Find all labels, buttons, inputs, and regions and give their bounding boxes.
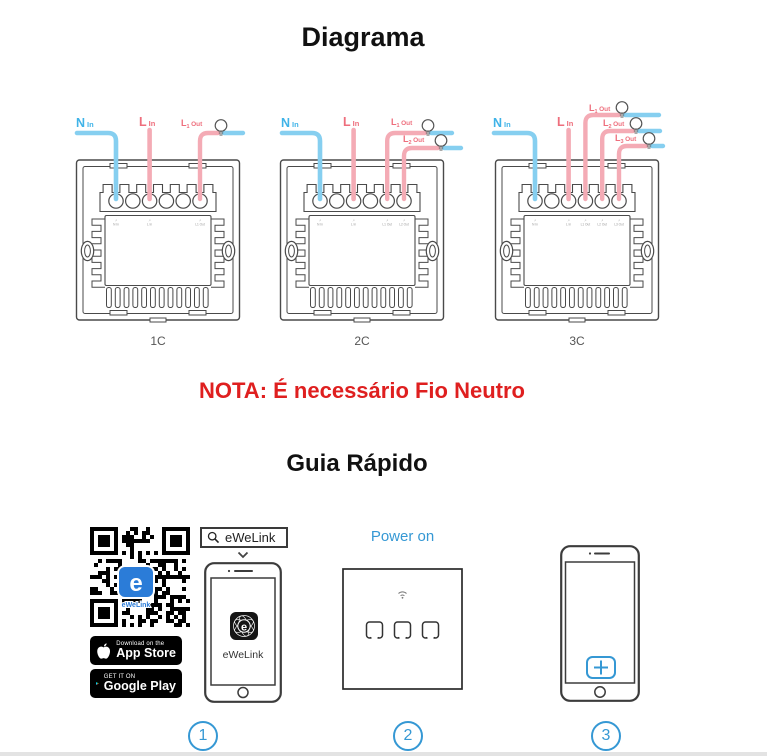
phone-camera-dot — [228, 570, 230, 572]
phone-camera-dot — [589, 552, 591, 554]
app-store-name: App Store — [116, 646, 176, 661]
switch-label-1c: 1C — [150, 334, 166, 348]
apple-icon — [96, 641, 111, 661]
svg-text:N In: N In — [532, 222, 538, 227]
svg-text:N In: N In — [113, 222, 119, 227]
touch-switch-panel — [342, 568, 463, 690]
svg-text:eWeLink: eWeLink — [121, 602, 151, 609]
page-edge-line — [0, 752, 767, 756]
svg-text:LIn: L In — [557, 115, 574, 129]
page-title: Diagrama — [301, 22, 425, 52]
svg-text:L2Out: $L_2$ $^{Out}$ — [603, 118, 625, 130]
svg-text:e: e — [240, 621, 248, 634]
svg-text:L1Out: $L_1$ $^{Out}$ — [589, 103, 611, 115]
switch-diagram-3c — [493, 102, 663, 322]
svg-text:↗: ↗ — [385, 218, 389, 223]
svg-text:e: e — [129, 570, 143, 597]
svg-text:L In: L In — [350, 222, 357, 227]
svg-text:L2Out: $L_2$ $^{Out}$ — [403, 134, 425, 146]
svg-text:↗: ↗ — [584, 218, 587, 223]
qr-code[interactable] — [90, 527, 190, 627]
phone-install-app — [204, 562, 282, 703]
svg-text:↗: ↗ — [198, 218, 202, 223]
app-store-tagline: Download on the — [116, 640, 165, 647]
qr-ewelink-logo — [118, 566, 154, 609]
svg-text:L3 Out: L3 Out — [614, 222, 624, 227]
ewelink-app-icon — [230, 612, 258, 640]
svg-text:↗: ↗ — [318, 218, 322, 223]
svg-text:↗: ↗ — [148, 218, 151, 223]
phone-add-device — [560, 545, 640, 702]
svg-text:↗: ↗ — [114, 218, 118, 223]
switch-diagram-2c — [281, 115, 462, 322]
svg-text:↗: ↗ — [352, 218, 355, 223]
google-play-tagline: GET IT ON — [103, 673, 136, 680]
wiring-diagram — [0, 98, 767, 358]
google-play-name: Google Play — [103, 679, 176, 694]
phone-home-button — [238, 688, 248, 698]
switch-label-3c: 3C — [569, 334, 585, 348]
app-caption: eWeLink — [222, 649, 264, 661]
svg-text:↗: ↗ — [617, 218, 621, 223]
svg-text:LIn: L In — [139, 115, 156, 129]
svg-text:L2 Out: L2 Out — [399, 222, 409, 227]
power-on-label: Power on — [370, 528, 435, 545]
neutral-wire-note: NOTA: É necessário Fio Neutro — [199, 378, 525, 403]
google-play-icon — [96, 675, 99, 692]
phone-home-button — [595, 687, 605, 697]
step-1-badge: 1 — [188, 721, 218, 751]
app-store-badge[interactable] — [90, 636, 182, 665]
svg-text:LIn: L In — [343, 115, 360, 129]
step-3-badge: 3 — [591, 721, 621, 751]
svg-text:↗: ↗ — [567, 218, 570, 223]
add-device-button — [587, 657, 615, 678]
switch-diagram-1c — [76, 115, 243, 322]
svg-text:N In: N In — [317, 222, 323, 227]
search-text: eWeLink — [225, 530, 276, 545]
svg-text:L3Out: $L_3$ $^{Out}$ — [615, 133, 637, 145]
svg-text:NIn: N In — [493, 116, 511, 130]
svg-text:L In: L In — [565, 222, 572, 227]
svg-text:L1Out: $L_1$ $^{Out}$ — [391, 117, 413, 129]
step-2-badge: 2 — [393, 721, 423, 751]
search-icon — [207, 531, 220, 544]
svg-text:NIn: N In — [281, 116, 299, 130]
app-search-field — [200, 527, 288, 548]
switch-label-2c: 2C — [354, 334, 370, 348]
google-play-badge[interactable] — [90, 669, 182, 698]
svg-text:L In: L In — [146, 222, 153, 227]
svg-text:NIn: N In — [76, 116, 94, 130]
svg-text:L1 Out: L1 Out — [382, 222, 392, 227]
svg-text:↗: ↗ — [533, 218, 537, 223]
svg-text:↗: ↗ — [402, 218, 406, 223]
svg-text:L2 Out: L2 Out — [597, 222, 607, 227]
chevron-down-icon — [237, 551, 249, 559]
svg-text:L1 Out: L1 Out — [195, 222, 205, 227]
svg-text:L1Out: $L_1$ $^{Out}$ — [181, 118, 203, 130]
guide-title: Guia Rápido — [286, 450, 428, 477]
svg-text:↗: ↗ — [600, 218, 604, 223]
svg-text:L1 Out: L1 Out — [580, 222, 591, 227]
